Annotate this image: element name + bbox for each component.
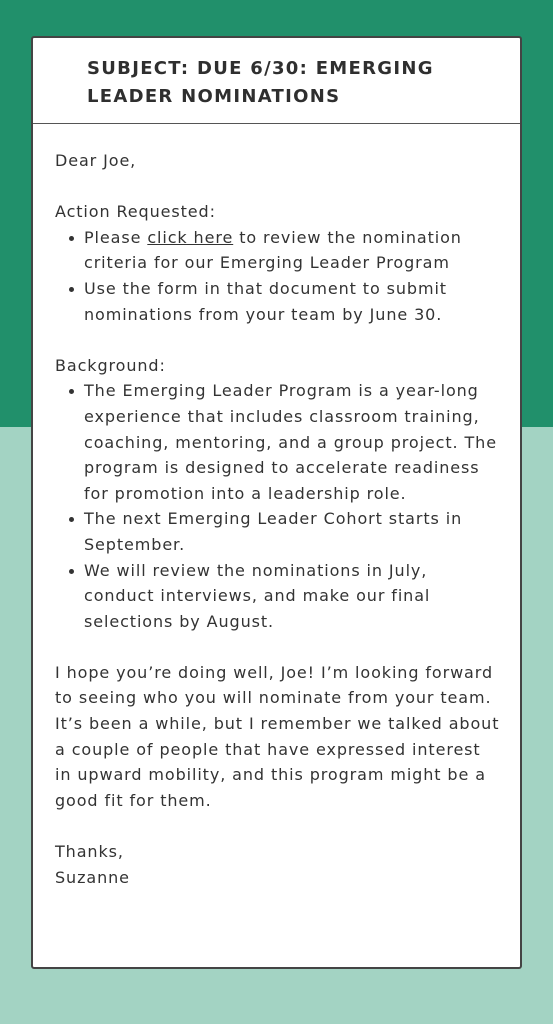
background-item-program: The Emerging Leader Program is a year-long experience that includes classroom training, coaching, mentoring, and a group project. The program is designed to accelerate readiness for promotion into a leadership role.: [55, 378, 502, 506]
background-heading: Background:: [55, 355, 166, 375]
spacer: [55, 634, 502, 660]
signature: Suzanne: [55, 867, 130, 887]
action-item-submit: Use the form in that document to submit nominations from your team by June 30.: [55, 276, 502, 327]
spacer: [55, 813, 502, 839]
action-item-text-before: Please: [84, 227, 148, 247]
criteria-link[interactable]: click here: [147, 227, 234, 247]
spacer: [55, 174, 502, 200]
spacer: [55, 327, 502, 353]
background-item-cohort: The next Emerging Leader Cohort starts in September.: [55, 506, 502, 557]
email-card: [31, 36, 522, 969]
email-subject: SUBJECT: DUE 6/30: EMERGING LEADER NOMINATIONS: [33, 38, 520, 124]
signoff: Thanks,: [55, 842, 124, 862]
background-list: [55, 378, 502, 634]
email-body: [33, 124, 520, 890]
action-list: [55, 225, 502, 327]
background-item-review: We will review the nominations in July, conduct interviews, and make our final selections by August.: [55, 558, 502, 635]
action-item-review: [55, 225, 502, 276]
action-heading: Action Requested:: [55, 202, 216, 222]
closing-paragraph: I hope you’re doing well, Joe! I’m looking forward to seeing who you will nominate from your team. It’s been a while, but I remember we talked about a couple of people that have expressed interest in upward mobility, and this program might be a good fit for them.: [55, 662, 500, 810]
greeting: Dear Joe,: [55, 151, 137, 170]
action-item-text-after: to review the nomination criteria for our Emerging Leader Program: [84, 227, 462, 273]
